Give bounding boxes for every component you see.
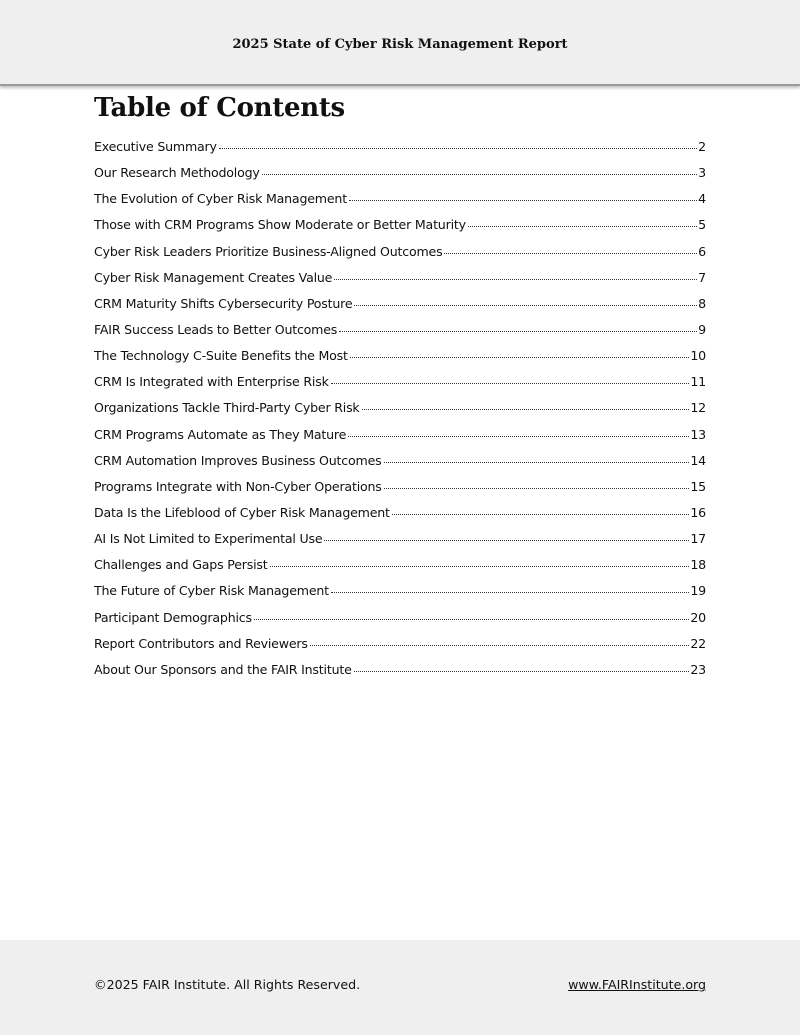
toc-entry[interactable]: [94, 139, 706, 165]
toc-entry-label: Those with CRM Programs Show Moderate or Better Maturity: [94, 217, 466, 233]
toc-entry-label: Data Is the Lifeblood of Cyber Risk Management: [94, 504, 390, 520]
toc-entry-label: Challenges and Gaps Persist: [94, 557, 268, 573]
toc-dot-leader: [310, 645, 690, 646]
toc-entry-page-number: 7: [698, 269, 706, 285]
toc-dot-leader: [468, 226, 697, 227]
toc-entry-page-number: 10: [690, 348, 706, 364]
toc-list: [94, 139, 706, 688]
toc-entry-label: CRM Maturity Shifts Cybersecurity Posture: [94, 295, 353, 311]
toc-entry-page-number: 9: [698, 321, 706, 337]
toc-entry[interactable]: [94, 531, 706, 557]
toc-entry-page-number: 16: [690, 504, 706, 520]
toc-entry[interactable]: [94, 583, 706, 609]
toc-entry-page-number: 4: [698, 191, 706, 207]
toc-entry-page-number: 5: [698, 217, 706, 233]
toc-entry[interactable]: [94, 165, 706, 191]
toc-dot-leader: [392, 514, 690, 515]
toc-dot-leader: [348, 436, 689, 437]
report-title: 2025 State of Cyber Risk Management Report: [232, 37, 568, 52]
toc-dot-leader: [339, 331, 697, 332]
toc-entry-label: The Evolution of Cyber Risk Management: [94, 191, 347, 207]
toc-entry-label: AI Is Not Limited to Experimental Use: [94, 531, 323, 547]
toc-entry-label: Our Research Methodology: [94, 165, 260, 181]
toc-entry-page-number: 13: [690, 426, 706, 442]
page-header: [0, 0, 800, 86]
toc-heading: Table of Contents: [94, 93, 345, 123]
toc-dot-leader: [362, 409, 690, 410]
toc-entry-label: FAIR Success Leads to Better Outcomes: [94, 321, 338, 337]
toc-entry-page-number: 11: [690, 374, 706, 390]
toc-entry-page-number: 15: [690, 478, 706, 494]
toc-entry-page-number: 22: [690, 635, 706, 651]
toc-entry[interactable]: [94, 610, 706, 636]
toc-dot-leader: [334, 279, 697, 280]
toc-dot-leader: [254, 619, 689, 620]
toc-dot-leader: [384, 488, 690, 489]
toc-entry[interactable]: [94, 217, 706, 243]
toc-dot-leader: [262, 174, 698, 175]
toc-entry[interactable]: [94, 636, 706, 662]
toc-entry-page-number: 3: [698, 165, 706, 181]
website-link[interactable]: www.FAIRInstitute.org: [568, 977, 706, 992]
toc-entry-label: Organizations Tackle Third-Party Cyber Risk: [94, 400, 360, 416]
toc-entry[interactable]: [94, 479, 706, 505]
toc-dot-leader: [384, 462, 690, 463]
toc-entry-label: CRM Is Integrated with Enterprise Risk: [94, 374, 329, 390]
toc-entry-label: CRM Programs Automate as They Mature: [94, 426, 347, 442]
toc-entry-label: About Our Sponsors and the FAIR Institute: [94, 661, 352, 677]
toc-entry[interactable]: [94, 557, 706, 583]
toc-entry-page-number: 20: [690, 609, 706, 625]
toc-entry-label: Cyber Risk Leaders Prioritize Business-Aligned Outcomes: [94, 243, 443, 259]
toc-entry-page-number: 18: [690, 557, 706, 573]
toc-entry[interactable]: [94, 322, 706, 348]
toc-entry[interactable]: [94, 453, 706, 479]
toc-entry[interactable]: [94, 374, 706, 400]
toc-entry[interactable]: [94, 191, 706, 217]
toc-dot-leader: [331, 592, 689, 593]
toc-entry[interactable]: [94, 662, 706, 688]
toc-entry-page-number: 14: [690, 452, 706, 468]
toc-entry[interactable]: [94, 348, 706, 374]
toc-entry-label: The Future of Cyber Risk Management: [94, 583, 329, 599]
toc-dot-leader: [349, 200, 697, 201]
toc-entry-page-number: 12: [690, 400, 706, 416]
toc-entry-label: Participant Demographics: [94, 609, 252, 625]
toc-entry-label: Report Contributors and Reviewers: [94, 635, 308, 651]
toc-dot-leader: [324, 540, 689, 541]
toc-entry-label: The Technology C-Suite Benefits the Most: [94, 348, 348, 364]
toc-entry-page-number: 17: [690, 531, 706, 547]
toc-entry-page-number: 6: [698, 243, 706, 259]
toc-entry[interactable]: [94, 270, 706, 296]
toc-entry-label: Programs Integrate with Non-Cyber Operations: [94, 478, 382, 494]
toc-entry[interactable]: [94, 505, 706, 531]
toc-entry-page-number: 8: [698, 295, 706, 311]
toc-entry[interactable]: [94, 244, 706, 270]
toc-entry-page-number: 23: [690, 661, 706, 677]
toc-entry-label: CRM Automation Improves Business Outcomes: [94, 452, 382, 468]
toc-dot-leader: [354, 305, 697, 306]
toc-dot-leader: [219, 148, 697, 149]
toc-dot-leader: [331, 383, 690, 384]
page-footer: [0, 940, 800, 1035]
toc-dot-leader: [350, 357, 690, 358]
toc-entry[interactable]: [94, 427, 706, 453]
toc-entry[interactable]: [94, 400, 706, 426]
toc-entry-page-number: 2: [698, 139, 706, 154]
toc-dot-leader: [444, 253, 697, 254]
toc-entry-label: Cyber Risk Management Creates Value: [94, 269, 333, 285]
toc-dot-leader: [270, 566, 690, 567]
toc-entry[interactable]: [94, 296, 706, 322]
toc-entry-label: Executive Summary: [94, 139, 217, 154]
copyright-text: ©2025 FAIR Institute. All Rights Reserved.: [94, 977, 361, 992]
toc-entry-page-number: 19: [690, 583, 706, 599]
toc-dot-leader: [354, 671, 690, 672]
